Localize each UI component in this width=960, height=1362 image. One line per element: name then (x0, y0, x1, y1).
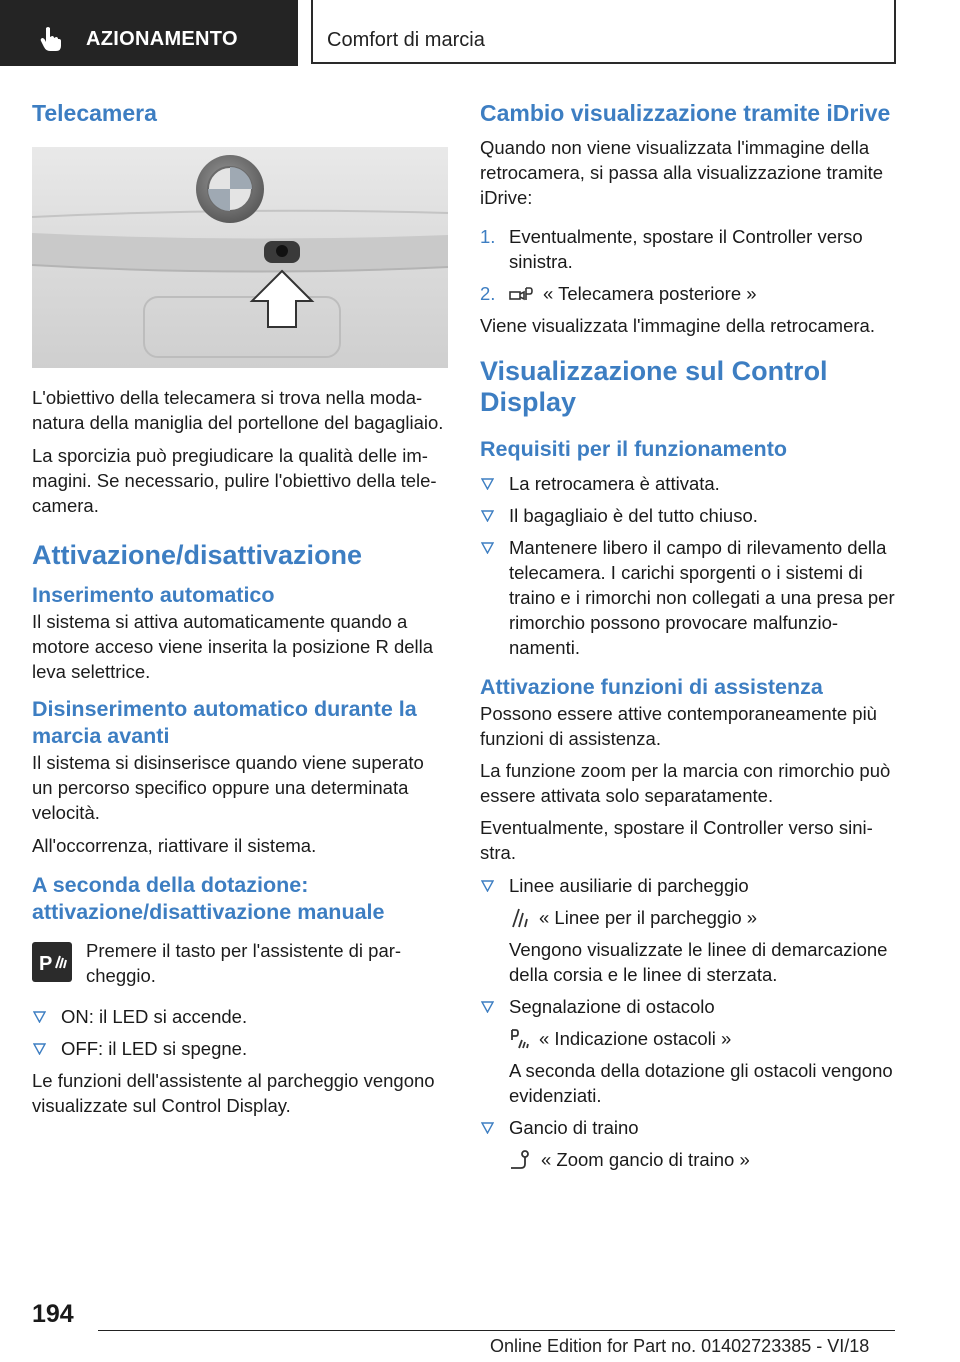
triangle-bullet-icon (33, 1011, 46, 1023)
cambio-heading: Cambio visualizzazione tramite iDrive (480, 100, 891, 126)
list-item: Il bagagliaio è del tutto chiuso. (480, 503, 898, 528)
cambio-paragraph: Quando non viene visualizzata l'immagine della retrocamera, si passa alla visualizzazione tramite iDrive: (480, 137, 884, 208)
list-item: ON: il LED si accende. (32, 1004, 448, 1029)
telecamera-paragraph-1: L'obiettivo della telecamera si trova nella modanatura della maniglia del portellone del bagagliaio. (32, 387, 444, 433)
inserimento-heading: Inserimento automatico (32, 583, 275, 607)
triangle-bullet-icon (481, 510, 494, 522)
triangle-bullet-icon (481, 880, 494, 892)
parking-assistant-button-icon (32, 942, 72, 982)
camera-location-photo (32, 147, 448, 368)
manuale-heading: A seconda della dotazione: attivazione/disattivazione manuale (32, 873, 385, 924)
visualizzazione-heading: Visualizzazione sul Control Display (480, 356, 828, 417)
manuale-paragraph-2: Le funzioni dell'assistente al parcheggio vengono visualizzate sul Control Display. (32, 1070, 435, 1116)
assistenza-paragraph-1: Possono essere attive contemporaneamente più funzioni di assistenza. (480, 703, 877, 749)
list-item: La retrocamera è attivata. (480, 471, 898, 496)
cambio-steps (480, 224, 898, 306)
disinserimento-paragraph-1: Il sistema si disinserisce quando viene superato un percorso specifico oppure una determinata velocità. (32, 752, 424, 823)
manuale-paragraph: Premere il tasto per l'assistente di parcheggio. (86, 940, 402, 986)
list-item: 2. « Telecamera posteriore » (480, 283, 757, 304)
assistenza-heading: Attivazione funzioni di assistenza (480, 675, 823, 699)
triangle-bullet-icon (481, 542, 494, 554)
triangle-bullet-icon (33, 1043, 46, 1055)
section-tab[interactable] (0, 0, 298, 66)
page-header (0, 0, 960, 66)
footer-divider (98, 1330, 895, 1331)
list-item: Gancio di traino « Zoom gancio di traino » (480, 1115, 898, 1172)
svg-text:P: P (39, 953, 53, 975)
attivazione-heading: Attivazione/disattivazione (32, 540, 363, 570)
triangle-bullet-icon (481, 1122, 494, 1134)
assistenza-paragraph-3: Eventualmente, spostare il Controller verso sinistra. (480, 817, 873, 863)
obstacle-marking-icon (509, 1028, 529, 1050)
assistenza-list (480, 873, 898, 1172)
assistenza-paragraph-2: La funzione zoom per la marcia con rimorchio può essere attivata solo separatamente. (480, 760, 891, 806)
page-number: 194 (32, 1300, 74, 1328)
rear-camera-icon (509, 284, 533, 304)
list-item: OFF: il LED si spegne. (32, 1036, 448, 1061)
list-item: Segnalazione di ostacolo « Indicazione ostacoli » A seconda della dotazione gli ostacoli vengono evidenziati. (480, 994, 898, 1108)
parking-lines-icon (509, 907, 529, 929)
cambio-paragraph-2: Viene visualizzata l'immagine della retrocamera. (480, 315, 875, 336)
chapter-tab[interactable] (311, 0, 896, 64)
chapter-title: Comfort di marcia (327, 29, 485, 51)
requisiti-heading: Requisiti per il funzionamento (480, 437, 787, 461)
led-status-list (32, 1004, 448, 1061)
list-item: Linee ausiliarie di parcheggio « Linee per il parcheggio » Vengono visualizzate le linee di demarcazione della corsia e le linee di sterzata. (480, 873, 898, 987)
list-item: 1. Eventualmente, spostare il Controller verso sinistra. (480, 226, 863, 272)
parking-button-row (32, 938, 448, 988)
requisiti-list (480, 471, 898, 660)
triangle-bullet-icon (481, 478, 494, 490)
inserimento-paragraph: Il sistema si attiva automaticamente quando a motore acceso viene inserita la posizione R della leva selettrice. (32, 611, 434, 682)
telecamera-heading: Telecamera (32, 100, 157, 126)
right-column (480, 100, 898, 1172)
disinserimento-paragraph-2: All'occorrenza, riattivare il sistema. (32, 835, 317, 856)
left-column (32, 100, 448, 1118)
section-title: AZIONAMENTO (86, 28, 238, 50)
telecamera-paragraph-2: La sporcizia può pregiudicare la qualità delle immagini. Se necessario, pulire l'obiettivo della telecamera. (32, 445, 437, 516)
list-item: Mantenere libero il campo di rilevamento della telecamera. I carichi sporgenti o i sistemi di traino e i rimorchi non collegati a una presa per rimorchio possono provocare malfunzionamenti. (480, 535, 898, 660)
edition-note: Online Edition for Part no. 01402723385 - VI/18 (490, 1336, 870, 1356)
triangle-bullet-icon (481, 1001, 494, 1013)
trailer-hitch-icon (509, 1149, 531, 1171)
disinserimento-heading: Disinserimento automatico durante la marcia avanti (32, 697, 417, 748)
hand-pointer-icon (40, 26, 62, 52)
